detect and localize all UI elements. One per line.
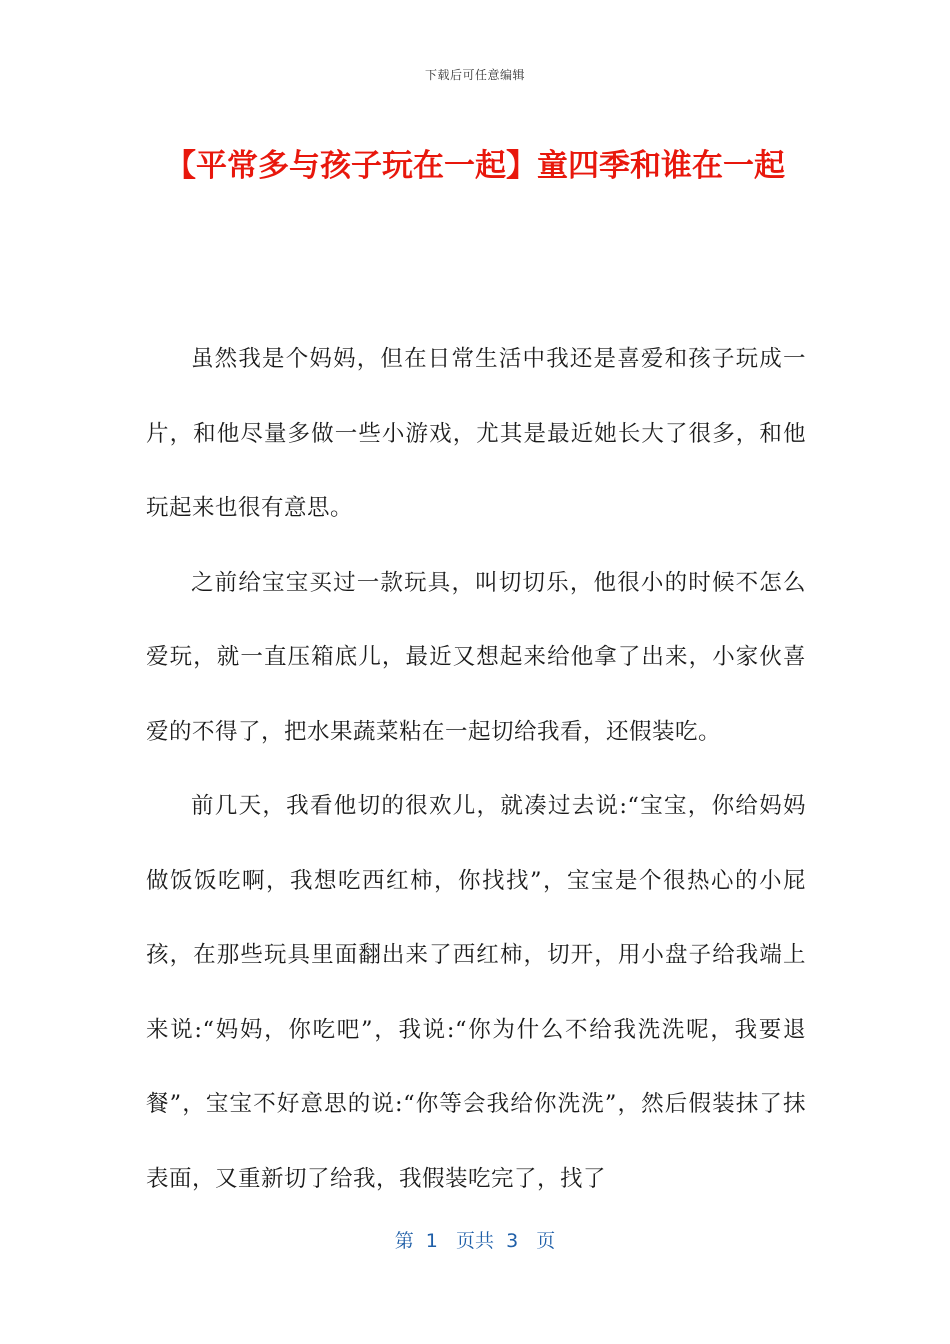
document-body	[146, 322, 806, 1216]
page-number-footer: 第 1 页共 3 页	[394, 1230, 556, 1252]
body-paragraph: 虽然我是个妈妈，但在日常生活中我还是喜爱和孩子玩成一片，和他尽量多做一些小游戏，尤其是最近她长大了很多，和他玩起来也很有意思。	[146, 346, 806, 521]
header-note: 下载后可任意编辑	[424, 68, 525, 82]
document-title: 【平常多与孩子玩在一起】童四季和谁在一起	[165, 148, 785, 184]
body-paragraph: 前几天，我看他切的很欢儿，就凑过去说:“宝宝，你给妈妈做饭饭吃啊，我想吃西红柿，你找找”，宝宝是个很热心的小屁孩，在那些玩具里面翻出来了西红柿，切开，用小盘子给我端上来说:“妈妈，你吃吧”，我说:“你为什么不给我洗洗呢，我要退餐”，宝宝不好意思的说:“你等会我给你洗洗”，然后假装抹了抹表面，又重新切了给我，我假装吃完了，找了	[146, 793, 806, 1192]
body-paragraph: 之前给宝宝买过一款玩具，叫切切乐，他很小的时候不怎么爱玩，就一直压箱底儿，最近又想起来给他拿了出来，小家伙喜爱的不得了，把水果蔬菜粘在一起切给我看，还假装吃。	[146, 569, 806, 745]
